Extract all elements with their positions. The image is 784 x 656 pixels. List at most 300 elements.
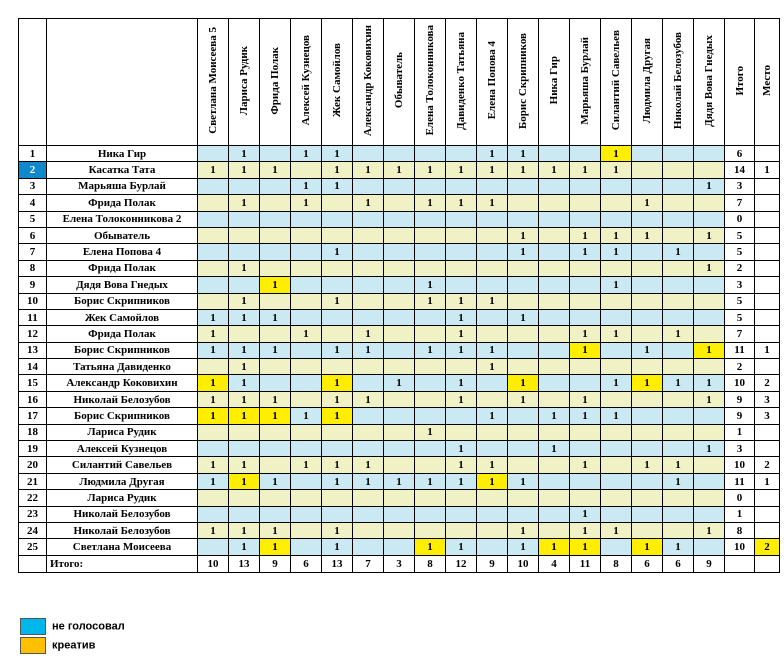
vote-cell[interactable]: 1 bbox=[353, 473, 384, 489]
vote-cell[interactable] bbox=[446, 522, 477, 538]
vote-cell[interactable]: 1 bbox=[198, 375, 229, 391]
vote-cell[interactable]: 1 bbox=[415, 539, 446, 555]
vote-cell[interactable]: 1 bbox=[260, 342, 291, 358]
vote-cell[interactable] bbox=[570, 375, 601, 391]
vote-cell[interactable] bbox=[415, 490, 446, 506]
vote-cell[interactable]: 1 bbox=[353, 195, 384, 211]
vote-cell[interactable]: 1 bbox=[260, 539, 291, 555]
vote-cell[interactable] bbox=[384, 260, 415, 276]
vote-cell[interactable] bbox=[663, 211, 694, 227]
vote-cell[interactable] bbox=[539, 260, 570, 276]
vote-cell[interactable] bbox=[601, 490, 632, 506]
vote-cell[interactable] bbox=[198, 227, 229, 243]
vote-cell[interactable] bbox=[384, 539, 415, 555]
vote-cell[interactable] bbox=[260, 260, 291, 276]
vote-cell[interactable] bbox=[570, 195, 601, 211]
vote-cell[interactable] bbox=[694, 473, 725, 489]
vote-cell[interactable]: 1 bbox=[570, 342, 601, 358]
vote-cell[interactable] bbox=[260, 326, 291, 342]
vote-cell[interactable] bbox=[353, 424, 384, 440]
vote-cell[interactable] bbox=[477, 227, 508, 243]
vote-cell[interactable]: 1 bbox=[322, 522, 353, 538]
vote-cell[interactable]: 1 bbox=[446, 375, 477, 391]
vote-cell[interactable] bbox=[663, 293, 694, 309]
vote-cell[interactable] bbox=[384, 441, 415, 457]
vote-cell[interactable]: 1 bbox=[508, 391, 539, 407]
vote-cell[interactable]: 1 bbox=[322, 342, 353, 358]
vote-cell[interactable] bbox=[539, 424, 570, 440]
vote-cell[interactable]: 1 bbox=[198, 162, 229, 178]
vote-cell[interactable] bbox=[229, 211, 260, 227]
vote-cell[interactable] bbox=[601, 359, 632, 375]
vote-cell[interactable] bbox=[291, 424, 322, 440]
vote-cell[interactable]: 1 bbox=[291, 195, 322, 211]
vote-cell[interactable] bbox=[601, 424, 632, 440]
vote-cell[interactable] bbox=[539, 375, 570, 391]
vote-cell[interactable] bbox=[632, 473, 663, 489]
vote-cell[interactable] bbox=[539, 309, 570, 325]
vote-cell[interactable] bbox=[384, 359, 415, 375]
vote-cell[interactable] bbox=[353, 522, 384, 538]
vote-cell[interactable]: 1 bbox=[477, 146, 508, 162]
vote-cell[interactable] bbox=[508, 424, 539, 440]
vote-cell[interactable] bbox=[260, 359, 291, 375]
vote-cell[interactable] bbox=[663, 162, 694, 178]
vote-cell[interactable]: 1 bbox=[353, 326, 384, 342]
vote-cell[interactable] bbox=[291, 309, 322, 325]
vote-cell[interactable] bbox=[477, 309, 508, 325]
vote-cell[interactable] bbox=[601, 309, 632, 325]
vote-cell[interactable] bbox=[539, 146, 570, 162]
vote-cell[interactable]: 1 bbox=[508, 375, 539, 391]
vote-cell[interactable] bbox=[601, 342, 632, 358]
vote-cell[interactable] bbox=[322, 211, 353, 227]
vote-cell[interactable]: 1 bbox=[477, 359, 508, 375]
vote-cell[interactable] bbox=[291, 211, 322, 227]
vote-cell[interactable] bbox=[477, 391, 508, 407]
vote-cell[interactable]: 1 bbox=[229, 408, 260, 424]
vote-cell[interactable] bbox=[384, 309, 415, 325]
vote-cell[interactable] bbox=[477, 539, 508, 555]
vote-cell[interactable] bbox=[446, 211, 477, 227]
vote-cell[interactable] bbox=[632, 162, 663, 178]
vote-cell[interactable]: 1 bbox=[353, 457, 384, 473]
vote-cell[interactable] bbox=[291, 506, 322, 522]
vote-cell[interactable]: 1 bbox=[260, 309, 291, 325]
vote-cell[interactable] bbox=[601, 441, 632, 457]
vote-cell[interactable] bbox=[260, 457, 291, 473]
vote-cell[interactable]: 1 bbox=[446, 326, 477, 342]
vote-cell[interactable] bbox=[446, 146, 477, 162]
vote-cell[interactable] bbox=[291, 375, 322, 391]
vote-cell[interactable] bbox=[229, 326, 260, 342]
vote-cell[interactable]: 1 bbox=[260, 391, 291, 407]
vote-cell[interactable] bbox=[353, 178, 384, 194]
vote-cell[interactable] bbox=[291, 473, 322, 489]
vote-cell[interactable]: 1 bbox=[601, 408, 632, 424]
vote-cell[interactable] bbox=[353, 506, 384, 522]
vote-cell[interactable] bbox=[291, 391, 322, 407]
vote-cell[interactable] bbox=[601, 506, 632, 522]
vote-cell[interactable]: 1 bbox=[229, 195, 260, 211]
vote-cell[interactable] bbox=[508, 506, 539, 522]
vote-cell[interactable] bbox=[446, 260, 477, 276]
vote-cell[interactable] bbox=[198, 260, 229, 276]
vote-cell[interactable] bbox=[384, 244, 415, 260]
vote-cell[interactable] bbox=[570, 490, 601, 506]
vote-cell[interactable] bbox=[229, 490, 260, 506]
vote-cell[interactable]: 1 bbox=[539, 162, 570, 178]
vote-cell[interactable]: 1 bbox=[198, 309, 229, 325]
vote-cell[interactable] bbox=[694, 293, 725, 309]
vote-cell[interactable]: 1 bbox=[322, 162, 353, 178]
vote-cell[interactable]: 1 bbox=[663, 375, 694, 391]
vote-cell[interactable] bbox=[353, 211, 384, 227]
vote-cell[interactable] bbox=[477, 506, 508, 522]
vote-cell[interactable]: 1 bbox=[446, 441, 477, 457]
vote-cell[interactable]: 1 bbox=[477, 473, 508, 489]
vote-cell[interactable] bbox=[291, 227, 322, 243]
vote-cell[interactable] bbox=[632, 260, 663, 276]
vote-cell[interactable] bbox=[539, 178, 570, 194]
vote-cell[interactable]: 1 bbox=[229, 260, 260, 276]
vote-cell[interactable] bbox=[508, 211, 539, 227]
vote-cell[interactable]: 1 bbox=[322, 457, 353, 473]
vote-cell[interactable] bbox=[384, 522, 415, 538]
vote-cell[interactable]: 1 bbox=[291, 326, 322, 342]
vote-cell[interactable]: 1 bbox=[322, 146, 353, 162]
vote-cell[interactable] bbox=[260, 178, 291, 194]
vote-cell[interactable] bbox=[260, 506, 291, 522]
vote-cell[interactable] bbox=[601, 539, 632, 555]
vote-cell[interactable] bbox=[508, 195, 539, 211]
vote-cell[interactable] bbox=[663, 408, 694, 424]
vote-cell[interactable] bbox=[570, 309, 601, 325]
vote-cell[interactable]: 1 bbox=[291, 408, 322, 424]
vote-cell[interactable] bbox=[384, 195, 415, 211]
vote-cell[interactable]: 1 bbox=[508, 522, 539, 538]
vote-cell[interactable] bbox=[477, 424, 508, 440]
vote-cell[interactable] bbox=[601, 195, 632, 211]
vote-cell[interactable] bbox=[477, 211, 508, 227]
vote-cell[interactable]: 1 bbox=[508, 146, 539, 162]
vote-cell[interactable] bbox=[229, 424, 260, 440]
vote-cell[interactable]: 1 bbox=[415, 293, 446, 309]
vote-cell[interactable] bbox=[570, 178, 601, 194]
vote-cell[interactable] bbox=[539, 506, 570, 522]
vote-cell[interactable] bbox=[694, 326, 725, 342]
vote-cell[interactable]: 1 bbox=[415, 162, 446, 178]
vote-cell[interactable] bbox=[694, 359, 725, 375]
vote-cell[interactable] bbox=[632, 326, 663, 342]
vote-cell[interactable] bbox=[570, 146, 601, 162]
vote-cell[interactable]: 1 bbox=[260, 162, 291, 178]
vote-cell[interactable]: 1 bbox=[322, 293, 353, 309]
vote-cell[interactable]: 1 bbox=[570, 391, 601, 407]
vote-cell[interactable]: 1 bbox=[601, 522, 632, 538]
vote-cell[interactable]: 1 bbox=[663, 326, 694, 342]
vote-cell[interactable] bbox=[353, 293, 384, 309]
vote-cell[interactable] bbox=[322, 359, 353, 375]
vote-cell[interactable]: 1 bbox=[291, 457, 322, 473]
vote-cell[interactable]: 1 bbox=[446, 162, 477, 178]
vote-cell[interactable]: 1 bbox=[198, 326, 229, 342]
vote-cell[interactable] bbox=[477, 441, 508, 457]
vote-cell[interactable] bbox=[508, 178, 539, 194]
vote-cell[interactable]: 1 bbox=[632, 457, 663, 473]
vote-cell[interactable]: 1 bbox=[446, 473, 477, 489]
vote-cell[interactable]: 1 bbox=[229, 146, 260, 162]
vote-cell[interactable]: 1 bbox=[198, 522, 229, 538]
vote-cell[interactable] bbox=[508, 342, 539, 358]
vote-cell[interactable]: 1 bbox=[229, 359, 260, 375]
vote-cell[interactable] bbox=[601, 260, 632, 276]
vote-cell[interactable]: 1 bbox=[260, 522, 291, 538]
vote-cell[interactable]: 1 bbox=[632, 227, 663, 243]
vote-cell[interactable] bbox=[539, 473, 570, 489]
vote-cell[interactable] bbox=[291, 342, 322, 358]
vote-cell[interactable] bbox=[539, 326, 570, 342]
vote-cell[interactable]: 1 bbox=[663, 244, 694, 260]
vote-cell[interactable] bbox=[477, 178, 508, 194]
vote-cell[interactable] bbox=[477, 326, 508, 342]
vote-cell[interactable] bbox=[260, 146, 291, 162]
vote-cell[interactable]: 1 bbox=[601, 375, 632, 391]
vote-cell[interactable]: 1 bbox=[508, 473, 539, 489]
vote-cell[interactable] bbox=[384, 506, 415, 522]
vote-cell[interactable] bbox=[384, 424, 415, 440]
vote-cell[interactable] bbox=[291, 359, 322, 375]
vote-cell[interactable] bbox=[198, 211, 229, 227]
vote-cell[interactable] bbox=[601, 178, 632, 194]
vote-cell[interactable]: 1 bbox=[694, 260, 725, 276]
vote-cell[interactable] bbox=[632, 424, 663, 440]
vote-cell[interactable]: 1 bbox=[601, 162, 632, 178]
vote-cell[interactable] bbox=[632, 441, 663, 457]
vote-cell[interactable] bbox=[694, 506, 725, 522]
vote-cell[interactable] bbox=[508, 260, 539, 276]
vote-cell[interactable]: 1 bbox=[198, 408, 229, 424]
vote-cell[interactable] bbox=[415, 375, 446, 391]
vote-cell[interactable] bbox=[415, 227, 446, 243]
vote-cell[interactable] bbox=[229, 277, 260, 293]
vote-cell[interactable] bbox=[663, 391, 694, 407]
vote-cell[interactable]: 1 bbox=[477, 457, 508, 473]
vote-cell[interactable] bbox=[415, 359, 446, 375]
vote-cell[interactable] bbox=[539, 227, 570, 243]
vote-cell[interactable] bbox=[539, 522, 570, 538]
vote-cell[interactable] bbox=[694, 244, 725, 260]
vote-cell[interactable] bbox=[446, 506, 477, 522]
vote-cell[interactable] bbox=[198, 178, 229, 194]
vote-cell[interactable] bbox=[632, 490, 663, 506]
vote-cell[interactable]: 1 bbox=[570, 162, 601, 178]
vote-cell[interactable] bbox=[446, 359, 477, 375]
vote-cell[interactable] bbox=[663, 260, 694, 276]
vote-cell[interactable] bbox=[663, 359, 694, 375]
vote-cell[interactable]: 1 bbox=[291, 178, 322, 194]
vote-cell[interactable] bbox=[384, 408, 415, 424]
vote-cell[interactable] bbox=[322, 260, 353, 276]
vote-cell[interactable]: 1 bbox=[694, 441, 725, 457]
vote-cell[interactable] bbox=[632, 178, 663, 194]
vote-cell[interactable] bbox=[663, 490, 694, 506]
vote-cell[interactable] bbox=[384, 227, 415, 243]
vote-cell[interactable] bbox=[632, 211, 663, 227]
vote-cell[interactable]: 1 bbox=[632, 195, 663, 211]
vote-cell[interactable] bbox=[570, 359, 601, 375]
vote-cell[interactable] bbox=[694, 539, 725, 555]
vote-cell[interactable]: 1 bbox=[508, 244, 539, 260]
vote-cell[interactable] bbox=[198, 490, 229, 506]
vote-cell[interactable]: 1 bbox=[260, 473, 291, 489]
vote-cell[interactable] bbox=[632, 359, 663, 375]
vote-cell[interactable] bbox=[570, 473, 601, 489]
vote-cell[interactable]: 1 bbox=[446, 195, 477, 211]
vote-cell[interactable]: 1 bbox=[198, 391, 229, 407]
vote-cell[interactable] bbox=[260, 441, 291, 457]
vote-cell[interactable] bbox=[353, 309, 384, 325]
vote-cell[interactable]: 1 bbox=[508, 539, 539, 555]
vote-cell[interactable]: 1 bbox=[446, 457, 477, 473]
vote-cell[interactable] bbox=[539, 244, 570, 260]
vote-cell[interactable] bbox=[415, 441, 446, 457]
vote-cell[interactable]: 1 bbox=[663, 457, 694, 473]
vote-cell[interactable] bbox=[477, 260, 508, 276]
vote-cell[interactable]: 1 bbox=[663, 539, 694, 555]
vote-cell[interactable]: 1 bbox=[694, 178, 725, 194]
vote-cell[interactable] bbox=[353, 260, 384, 276]
vote-cell[interactable]: 1 bbox=[229, 375, 260, 391]
vote-cell[interactable]: 1 bbox=[322, 391, 353, 407]
vote-cell[interactable]: 1 bbox=[353, 391, 384, 407]
vote-cell[interactable]: 1 bbox=[508, 227, 539, 243]
vote-cell[interactable] bbox=[229, 506, 260, 522]
vote-cell[interactable] bbox=[601, 457, 632, 473]
vote-cell[interactable] bbox=[632, 408, 663, 424]
vote-cell[interactable] bbox=[384, 457, 415, 473]
vote-cell[interactable] bbox=[446, 244, 477, 260]
vote-cell[interactable] bbox=[508, 457, 539, 473]
vote-cell[interactable]: 1 bbox=[477, 293, 508, 309]
vote-cell[interactable] bbox=[229, 441, 260, 457]
vote-cell[interactable] bbox=[663, 227, 694, 243]
vote-cell[interactable] bbox=[663, 277, 694, 293]
vote-cell[interactable] bbox=[694, 490, 725, 506]
vote-cell[interactable] bbox=[198, 359, 229, 375]
vote-cell[interactable] bbox=[663, 195, 694, 211]
vote-cell[interactable] bbox=[198, 424, 229, 440]
vote-cell[interactable] bbox=[539, 359, 570, 375]
vote-cell[interactable] bbox=[446, 424, 477, 440]
vote-cell[interactable] bbox=[198, 146, 229, 162]
vote-cell[interactable] bbox=[384, 342, 415, 358]
vote-cell[interactable] bbox=[539, 490, 570, 506]
vote-cell[interactable] bbox=[477, 277, 508, 293]
vote-cell[interactable]: 1 bbox=[694, 391, 725, 407]
vote-cell[interactable]: 1 bbox=[632, 375, 663, 391]
vote-cell[interactable] bbox=[477, 490, 508, 506]
vote-cell[interactable]: 1 bbox=[260, 277, 291, 293]
vote-cell[interactable] bbox=[632, 391, 663, 407]
vote-cell[interactable]: 1 bbox=[353, 342, 384, 358]
vote-cell[interactable] bbox=[570, 277, 601, 293]
vote-cell[interactable] bbox=[322, 424, 353, 440]
vote-cell[interactable] bbox=[694, 424, 725, 440]
vote-cell[interactable] bbox=[415, 146, 446, 162]
vote-cell[interactable]: 1 bbox=[446, 391, 477, 407]
vote-cell[interactable] bbox=[322, 441, 353, 457]
vote-cell[interactable]: 1 bbox=[601, 146, 632, 162]
vote-cell[interactable] bbox=[539, 391, 570, 407]
vote-cell[interactable]: 1 bbox=[570, 326, 601, 342]
vote-cell[interactable]: 1 bbox=[198, 473, 229, 489]
vote-cell[interactable] bbox=[694, 408, 725, 424]
vote-cell[interactable] bbox=[353, 359, 384, 375]
vote-cell[interactable] bbox=[601, 391, 632, 407]
vote-cell[interactable]: 1 bbox=[322, 244, 353, 260]
vote-cell[interactable] bbox=[663, 309, 694, 325]
vote-cell[interactable] bbox=[663, 522, 694, 538]
vote-cell[interactable]: 1 bbox=[229, 473, 260, 489]
vote-cell[interactable]: 1 bbox=[663, 473, 694, 489]
vote-cell[interactable]: 1 bbox=[198, 342, 229, 358]
vote-cell[interactable] bbox=[260, 211, 291, 227]
vote-cell[interactable]: 1 bbox=[570, 408, 601, 424]
vote-cell[interactable]: 1 bbox=[508, 162, 539, 178]
vote-cell[interactable] bbox=[353, 441, 384, 457]
vote-cell[interactable] bbox=[353, 539, 384, 555]
vote-cell[interactable] bbox=[570, 424, 601, 440]
vote-cell[interactable] bbox=[632, 309, 663, 325]
vote-cell[interactable] bbox=[508, 490, 539, 506]
vote-cell[interactable] bbox=[353, 490, 384, 506]
vote-cell[interactable] bbox=[198, 244, 229, 260]
vote-cell[interactable] bbox=[632, 293, 663, 309]
vote-cell[interactable] bbox=[663, 146, 694, 162]
vote-cell[interactable] bbox=[291, 244, 322, 260]
vote-cell[interactable] bbox=[291, 277, 322, 293]
vote-cell[interactable] bbox=[508, 326, 539, 342]
vote-cell[interactable] bbox=[508, 277, 539, 293]
vote-cell[interactable] bbox=[353, 375, 384, 391]
vote-cell[interactable] bbox=[415, 309, 446, 325]
vote-cell[interactable]: 1 bbox=[446, 309, 477, 325]
vote-cell[interactable] bbox=[415, 391, 446, 407]
vote-cell[interactable] bbox=[539, 277, 570, 293]
vote-cell[interactable] bbox=[322, 309, 353, 325]
vote-cell[interactable] bbox=[694, 277, 725, 293]
vote-cell[interactable]: 1 bbox=[446, 342, 477, 358]
vote-cell[interactable] bbox=[508, 408, 539, 424]
vote-cell[interactable] bbox=[198, 293, 229, 309]
vote-cell[interactable]: 1 bbox=[229, 457, 260, 473]
vote-cell[interactable]: 1 bbox=[415, 342, 446, 358]
vote-cell[interactable]: 1 bbox=[415, 277, 446, 293]
vote-cell[interactable] bbox=[322, 326, 353, 342]
vote-cell[interactable]: 1 bbox=[632, 539, 663, 555]
vote-cell[interactable] bbox=[415, 178, 446, 194]
vote-cell[interactable]: 1 bbox=[539, 408, 570, 424]
vote-cell[interactable]: 1 bbox=[477, 408, 508, 424]
vote-cell[interactable]: 1 bbox=[384, 162, 415, 178]
vote-cell[interactable] bbox=[291, 162, 322, 178]
vote-cell[interactable]: 1 bbox=[570, 522, 601, 538]
vote-cell[interactable] bbox=[384, 178, 415, 194]
vote-cell[interactable] bbox=[415, 211, 446, 227]
vote-cell[interactable] bbox=[353, 244, 384, 260]
vote-cell[interactable]: 1 bbox=[694, 342, 725, 358]
